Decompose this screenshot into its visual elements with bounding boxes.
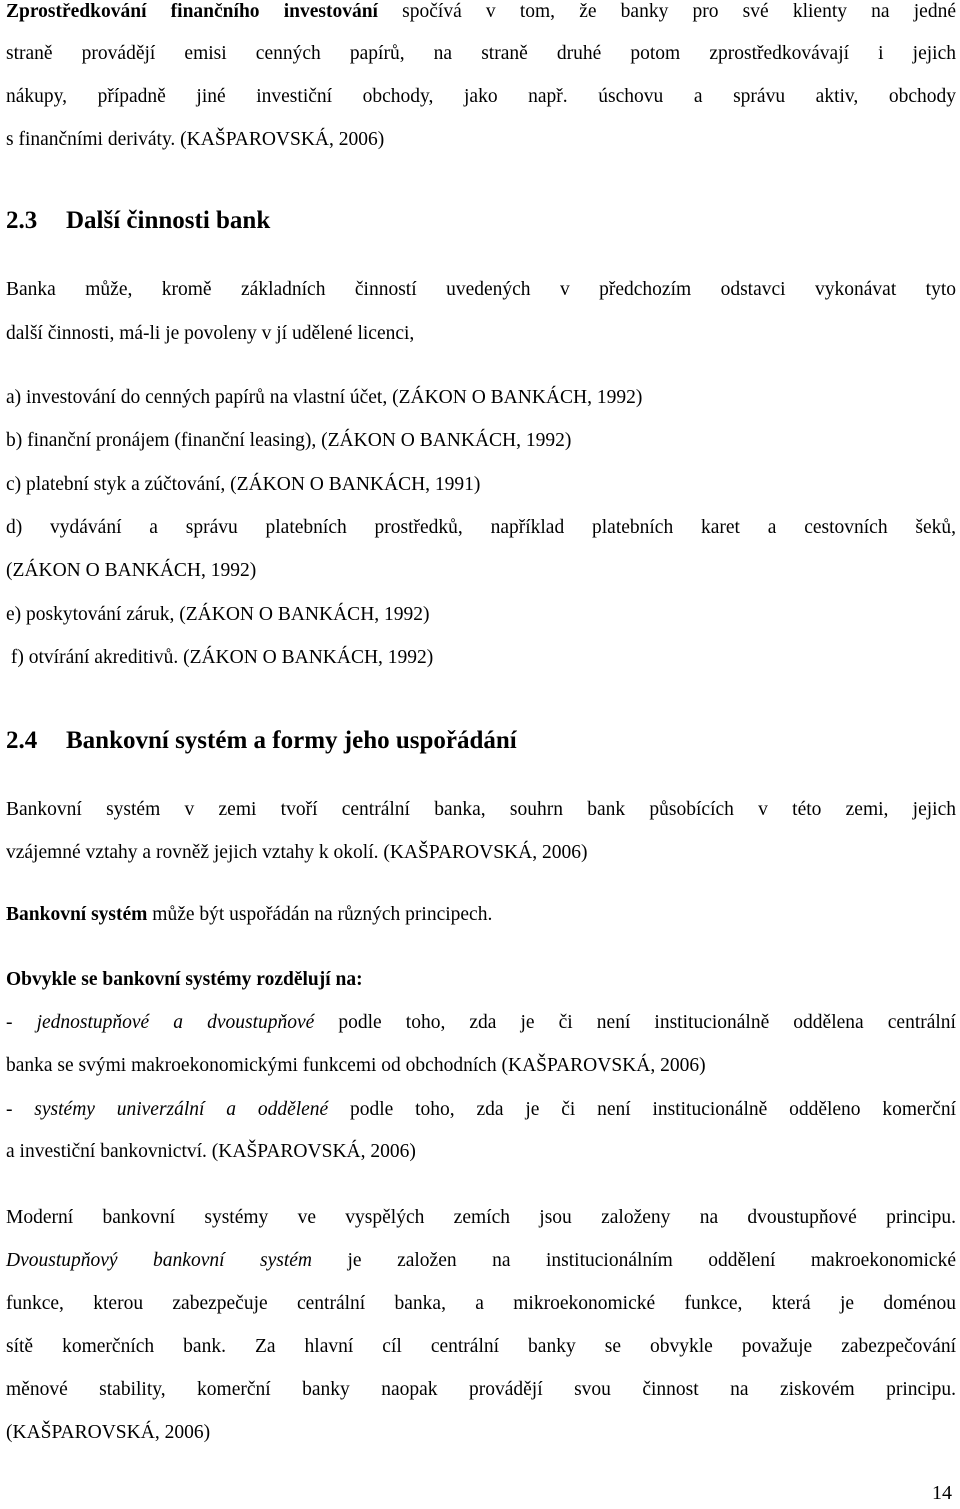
list-item-c: c) platební styk a zúčtování, (ZÁKON O BANKÁCH, 1991) (6, 474, 481, 495)
section-2-4-heading (6, 727, 517, 755)
dash-item-1 (6, 1001, 956, 1045)
section-title: Další činnosti bank (66, 207, 271, 234)
list-item-d-cont: (ZÁKON O BANKÁCH, 1992) (6, 560, 257, 581)
s24-p2-bold: Bankovní systém (6, 904, 148, 925)
section-2-3-heading (6, 207, 270, 235)
s24-p1-line-1: Bankovní systém v zemi tvoří centrální banka, souhrn bank působících v této zemi, jejich (6, 799, 956, 820)
s24-p4-italic: Dvoustupňový bankovní systém (6, 1250, 313, 1271)
dash-item-1-line-2: banka se svými makroekonomickými funkcemi od obchodních (KAŠPAROVSKÁ, 2006) (6, 1055, 706, 1076)
intro-line-1-rest: spočívá v tom, že banky pro své klienty na jedné (377, 1, 956, 22)
s23-intro-line-1: Banka může, kromě základních činností uvedených v předchozím odstavci vykonávat tyto (6, 279, 956, 300)
list-item-f: f) otvírání akreditivů. (ZÁKON O BANKÁCH, 1992) (6, 647, 434, 668)
dash-item-2-line-2: a investiční bankovnictví. (KAŠPAROVSKÁ, 2006) (6, 1141, 416, 1162)
intro-line-2: straně provádějí emisi cenných papírů, na straně druhé potom zprostředkovávají i jejich (6, 43, 956, 64)
dash-2-rest: podle toho, zda je či není institucionálně odděleno komerční (328, 1099, 956, 1120)
s24-p4-line-6: (KAŠPAROVSKÁ, 2006) (6, 1422, 211, 1443)
s24-p4-line-1: Moderní bankovní systémy ve vyspělých zemích jsou založeny na dvoustupňové principu. (6, 1207, 956, 1228)
s24-p4-line-3: funkce, kterou zabezpečuje centrální banka, a mikroekonomické funkce, která je doménou (6, 1293, 956, 1314)
s24-p1-line-2: vzájemné vztahy a rovněž jejich vztahy k okolí. (KAŠPAROVSKÁ, 2006) (6, 842, 588, 863)
s24-p4-line-5: měnové stability, komerční banky naopak provádějí svou činnost na ziskovém principu. (6, 1379, 956, 1400)
s24-p4-line-4: sítě komerčních bank. Za hlavní cíl centrální banky se obvykle považuje zabezpečování (6, 1336, 956, 1357)
s24-p2 (6, 893, 956, 937)
intro-line-1 (6, 0, 956, 34)
intro-line-4: s finančními deriváty. (KAŠPAROVSKÁ, 2006) (6, 129, 385, 150)
section-number: 2.4 (6, 727, 38, 754)
s24-p3-bold: Obvykle se bankovní systémy rozdělují na: (6, 969, 363, 990)
s23-intro-line-2: další činnosti, má-li je povoleny v jí udělené licenci, (6, 323, 415, 344)
section-number: 2.3 (6, 207, 38, 234)
list-item-a: a) investování do cenných papírů na vlastní účet, (ZÁKON O BANKÁCH, 1992) (6, 387, 643, 408)
s24-p4-line-2-rest: je založen na institucionálním oddělení makroekonomické (312, 1250, 956, 1271)
list-item-d: d) vydávání a správu platebních prostředků, například platebních karet a cestovních šeků, (6, 517, 956, 538)
s24-p4-line-2 (6, 1239, 956, 1283)
section-title: Bankovní systém a formy jeho uspořádání (66, 727, 517, 754)
dash-2-italic: systémy univerzální a oddělené (34, 1099, 329, 1120)
s24-p3 (6, 958, 956, 1002)
list-item-b: b) finanční pronájem (finanční leasing), (ZÁKON O BANKÁCH, 1992) (6, 430, 572, 451)
list-item-e: e) poskytování záruk, (ZÁKON O BANKÁCH, 1992) (6, 604, 430, 625)
s24-p2-rest: může být uspořádán na různých principech. (147, 904, 493, 925)
intro-line-3: nákupy, případně jiné investiční obchody, jako např. úschovu a správu aktiv, obchody (6, 86, 956, 107)
page-number: 14 (932, 1482, 952, 1504)
dash-1-italic: jednostupňové a dvoustupňové (36, 1012, 315, 1033)
dash-item-2 (6, 1088, 956, 1132)
dash-prefix: - (6, 1012, 37, 1033)
dash-prefix: - (6, 1099, 35, 1120)
intro-bold-term: Zprostředkování finančního investování (6, 1, 378, 22)
dash-1-rest: podle toho, zda je či není institucionálně oddělena centrální (314, 1012, 956, 1033)
